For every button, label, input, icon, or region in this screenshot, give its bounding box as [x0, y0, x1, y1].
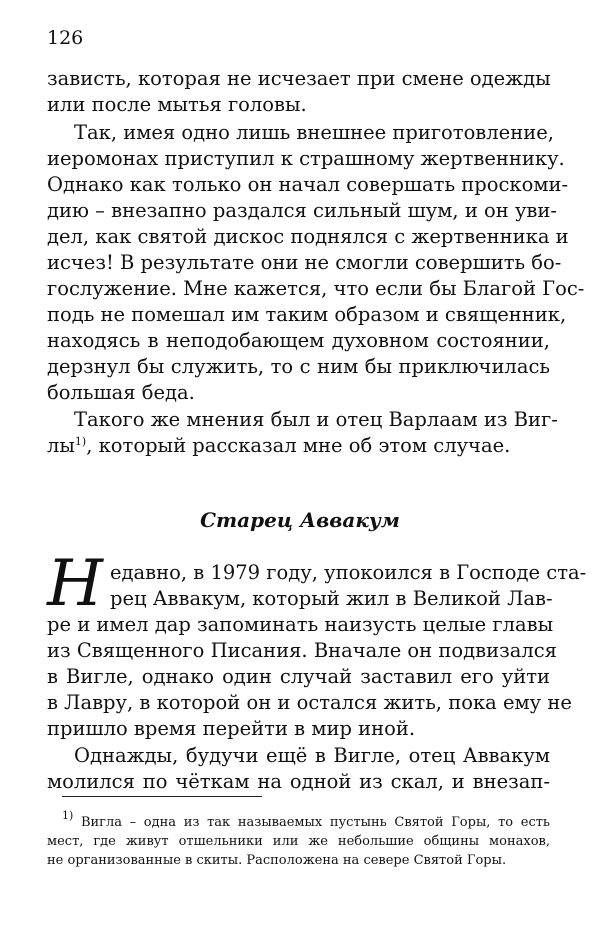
footnote-marker: 1): [62, 809, 74, 822]
text-line: едавно, в 1979 году, упокоился в Господе ста-: [110, 561, 587, 584]
text-line: ре и имел дар запоминать наизусть целые главы: [47, 613, 554, 636]
text-line: находясь в неподобающем духовном состоянии,: [47, 329, 550, 352]
footnote-reference: 1): [74, 435, 87, 448]
footnote-divider: [62, 796, 262, 797]
text-line: рец Аввакум, который жил в Великой Лав-: [110, 587, 553, 610]
text-line: Однако как только он начал совершать проскоми-: [47, 173, 569, 196]
page-number: 126: [47, 27, 84, 49]
text-line: большая беда.: [47, 381, 195, 404]
footnote-line: не организованные в скиты. Расположена на севере Святой Горы.: [47, 853, 507, 868]
text-line: дел, как святой дискос поднялся с жертвенника и: [47, 225, 569, 248]
text-line: Так, имея одно лишь внешнее приготовление,: [74, 121, 554, 144]
text-line: молился по чёткам на одной из скал, и внезап-: [47, 770, 550, 793]
section-title: Старец Аввакум: [200, 508, 400, 532]
drop-cap: Н: [47, 547, 103, 621]
text-line: или после мытья головы.: [47, 93, 307, 116]
text-line: подь не помешал им таким образом и священник,: [47, 303, 567, 326]
footnote-line: [62, 809, 550, 832]
text-line: [47, 433, 550, 459]
text-line: в Лавру, в которой он и остался жить, пока ему не: [47, 691, 572, 714]
text-fragment: , который рассказал мне об этом случае.: [86, 434, 511, 457]
text-line: пришло время перейти в мир иной.: [47, 717, 416, 740]
text-line: дию – внезапно раздался сильный шум, и он уви-: [47, 199, 557, 222]
text-line: гослужение. Мне кажется, что если бы Благой Гос-: [47, 277, 585, 300]
footnote-line: мест, где живут отшельники или же небольшие общины монахов,: [47, 834, 550, 849]
text-line: из Священного Писания. Вначале он подвизался: [47, 639, 557, 662]
text-line: зависть, которая не исчезает при смене одежды: [47, 67, 551, 90]
text-line: Такого же мнения был и отец Варлаам из Виг-: [74, 408, 558, 431]
text-line: исчез! В результате они не смогли совершить бо-: [47, 251, 562, 274]
text-line: иеромонах приступил к страшному жертвеннику.: [47, 147, 565, 170]
text-line: дерзнул бы служить, то с ним бы приключилась: [47, 355, 550, 378]
text-fragment: Вигла – одна из так называемых пустынь Святой Горы, то есть: [80, 815, 550, 830]
text-fragment: лы: [47, 434, 75, 457]
text-line: Однажды, будучи ещё в Вигле, отец Аввакум: [74, 744, 550, 767]
text-line: в Вигле, однако один случай заставил его уйти: [47, 665, 550, 688]
